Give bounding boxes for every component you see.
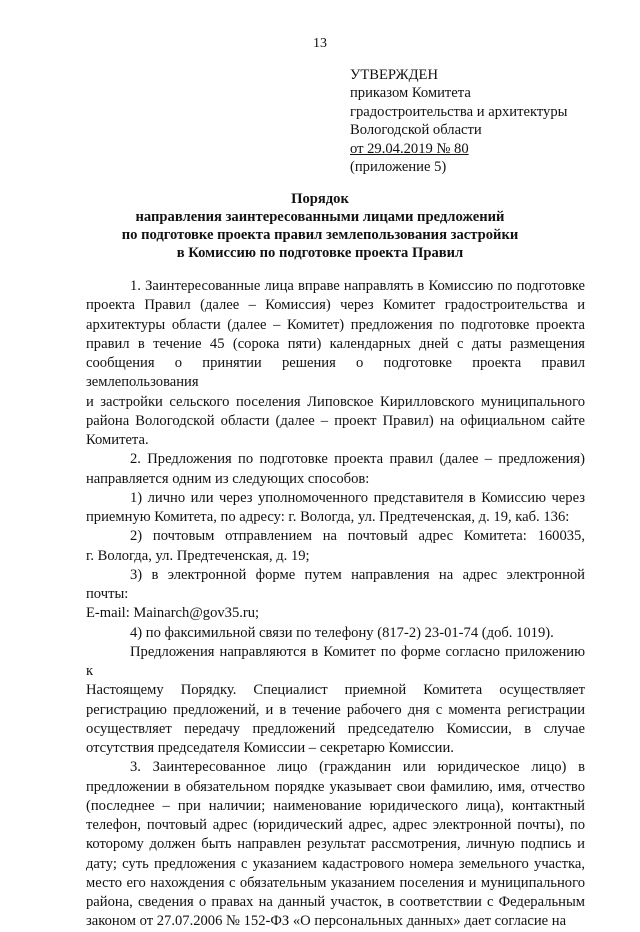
paragraph-first-line: 2) почтовым отправлением на почтовый адрес Комитета: 160035, [130, 528, 585, 545]
approval-stamp [350, 66, 630, 176]
paragraph-line: направляется одним из следующих способов: [86, 470, 370, 487]
paragraph-line: приемную Комитета, по адресу: г. Вологда, ул. Предтеченская, д. 19, каб. 136: [86, 509, 570, 525]
paragraph-line: регистрацию предложений, и в течение рабочего дня с момента регистрации [86, 701, 585, 718]
paragraph-line: дату; суть предложения с указанием кадастрового номера земельного участка, [86, 855, 585, 872]
approval-order: от 29.04.2019 № 80 [350, 140, 469, 157]
paragraph-first-line: 1. Заинтересованные лица вправе направлять в Комиссию по подготовке [130, 278, 585, 294]
paragraph-first-line: 1) лично или через уполномоченного представителя в Комиссию через [130, 489, 585, 506]
paragraph-first-line: 3) в электронной форме путем направления на адрес электронной почты: [86, 566, 585, 602]
paragraph-line: архитектуры области (далее – Комитет) предложения по подготовке проекта [86, 316, 585, 333]
paragraph-first-line: 2. Предложения по подготовке проекта правил (далее – предложения) [130, 451, 585, 468]
paragraph-line: отсутствия председателя Комиссии – секретарю Комиссии. [86, 740, 454, 756]
title-line: в Комиссию по подготовке проекта Правил [176, 245, 464, 261]
paragraph-line: района Вологодской области (далее – проект Правил) на официальном сайте [86, 412, 585, 429]
paragraph-line: Комитета. [86, 432, 149, 448]
paragraph-line: г. Вологда, ул. Предтеченская, д. 19; [86, 547, 310, 564]
paragraph-line: законом от 27.07.2006 № 152-ФЗ «О персональных данных» дает согласие на [86, 913, 567, 930]
paragraph-line: и застройки сельского поселения Липовское Кирилловского муниципального [86, 393, 585, 410]
approval-line: градостроительства и архитектуры [350, 103, 568, 120]
document-title [80, 190, 560, 262]
paragraph-line: E-mail: Mainarch@gov35.ru; [86, 605, 260, 622]
paragraph-line: осуществляет передачу предложений председателю Комиссии, в случае [86, 720, 585, 737]
paragraph-line: которому должен быть направлен результат рассмотрения, личную подпись и [86, 836, 585, 853]
paragraph-line: (последнее – при наличии; наименование юридического лица), контактный [86, 797, 585, 814]
paragraph-line: предложении в обязательном порядке указывает свои фамилию, имя, отчество [86, 778, 585, 795]
title-line: Порядок [291, 191, 349, 207]
paragraph-line: сообщения о принятии решения о подготовке проекта правил землепользования [86, 355, 585, 391]
paragraph-line: правил в течение 45 (сорока пяти) календарных дней с даты размещения [86, 335, 585, 352]
paragraph-first-line: 4) по факсимильной связи по телефону (817-2) 23-01-74 (доб. 1019). [130, 624, 554, 641]
page-number: 13 [313, 36, 327, 51]
paragraph-line: проекта Правил (далее – Комиссия) через Комитет градостроительства и [86, 297, 585, 314]
approval-appendix: (приложение 5) [350, 159, 447, 176]
paragraph-first-line: Предложения направляются в Комитет по форме согласно приложению к [86, 643, 585, 679]
approval-heading: УТВЕРЖДЕН [350, 67, 438, 83]
paragraph-line: Настоящему Порядку. Специалист приемной Комитета осуществляет [86, 682, 585, 699]
paragraph-line: место его нахождения с обязательным указанием поселения и муниципального [86, 874, 585, 891]
title-line: направления заинтересованными лицами предложений [135, 209, 505, 225]
document-body [86, 277, 585, 932]
approval-line: приказом Комитета [350, 85, 471, 102]
title-line: по подготовке проекта правил землепользования застройки [121, 227, 519, 243]
paragraph-first-line: 3. Заинтересованное лицо (гражданин или юридическое лицо) в [130, 759, 585, 776]
approval-line: Вологодской области [350, 122, 482, 139]
paragraph-line: района, сведения о правах на данный участок, в соответствии с Федеральным [86, 894, 585, 910]
paragraph-line: телефон, почтовый адрес (юридический адрес, адрес электронной почты), по [86, 817, 585, 833]
